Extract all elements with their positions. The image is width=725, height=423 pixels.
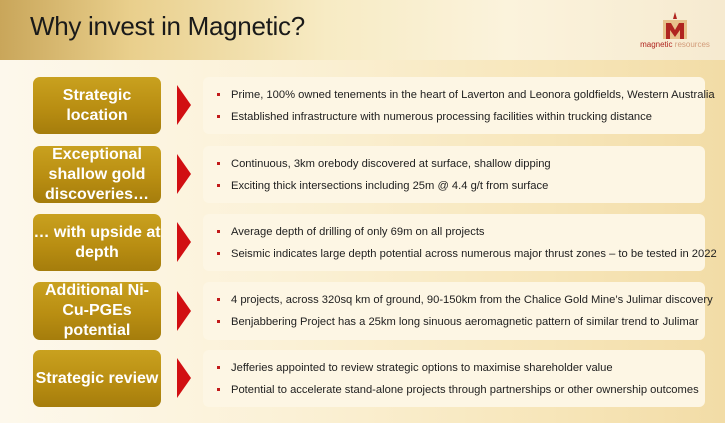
- bullet-item: Prime, 100% owned tenements in the heart of Laverton and Leonora goldfields, Western Australia: [215, 84, 697, 106]
- bullet-icon: [217, 230, 220, 233]
- bullet-item: Potential to accelerate stand-alone projects through partnerships or other ownership outcomes: [215, 379, 697, 401]
- bullet-icon: [217, 93, 220, 96]
- row-label-box: [33, 214, 161, 271]
- bullet-box: [203, 282, 713, 340]
- bullet-item: Exciting thick intersections including 25m @ 4.4 g/t from surface: [215, 175, 697, 197]
- magnetic-logo-icon: [662, 12, 688, 40]
- bullet-box: [203, 77, 715, 134]
- chevron-right-icon: [177, 358, 191, 398]
- bullet-icon: [217, 388, 220, 391]
- bullet-icon: [217, 162, 220, 165]
- page-title: Why invest in Magnetic?: [30, 11, 305, 41]
- bullet-icon: [217, 115, 220, 118]
- row-label: Additional Ni-Cu-PGEs potential: [45, 282, 149, 339]
- company-logo: [635, 12, 715, 52]
- bullet-icon: [217, 298, 220, 301]
- bullet-icon: [217, 366, 220, 369]
- row-label-box: [33, 77, 161, 134]
- bullet-item: Jefferies appointed to review strategic options to maximise shareholder value: [215, 357, 697, 379]
- bullet-item: 4 projects, across 320sq km of ground, 90-150km from the Chalice Gold Mine’s Julimar discovery: [215, 289, 697, 311]
- row-label: Strategic review: [35, 369, 159, 387]
- chevron-right-icon: [177, 291, 191, 331]
- row-label-box: [33, 350, 161, 407]
- bullet-box: [203, 146, 705, 203]
- bullet-item: Benjabbering Project has a 25km long sinuous aeromagnetic pattern of similar trend to Julimar: [215, 311, 697, 333]
- bullet-item: Continuous, 3km orebody discovered at surface, shallow dipping: [215, 153, 697, 175]
- row-label-box: [33, 282, 161, 340]
- bullet-item: Seismic indicates large depth potential across numerous major thrust zones – to be tested in 2022: [215, 243, 697, 265]
- bullet-icon: [217, 320, 220, 323]
- bullet-icon: [217, 184, 220, 187]
- logo-wordmark: magnetic resources: [640, 40, 710, 49]
- bullet-item: Established infrastructure with numerous processing facilities within trucking distance: [215, 106, 697, 128]
- bullet-box: [203, 350, 705, 407]
- row-label: … with upside at depth: [33, 223, 161, 261]
- content-area: [0, 60, 725, 423]
- bullet-item: Average depth of drilling of only 69m on all projects: [215, 221, 697, 243]
- bullet-box: [203, 214, 717, 271]
- chevron-right-icon: [177, 154, 191, 194]
- chevron-right-icon: [177, 85, 191, 125]
- row-label: Strategic location: [62, 86, 132, 124]
- row-label: Exceptional shallow gold discoveries…: [44, 146, 150, 203]
- row-label-box: [33, 146, 161, 203]
- chevron-right-icon: [177, 222, 191, 262]
- bullet-icon: [217, 252, 220, 255]
- header-bar: [0, 0, 725, 60]
